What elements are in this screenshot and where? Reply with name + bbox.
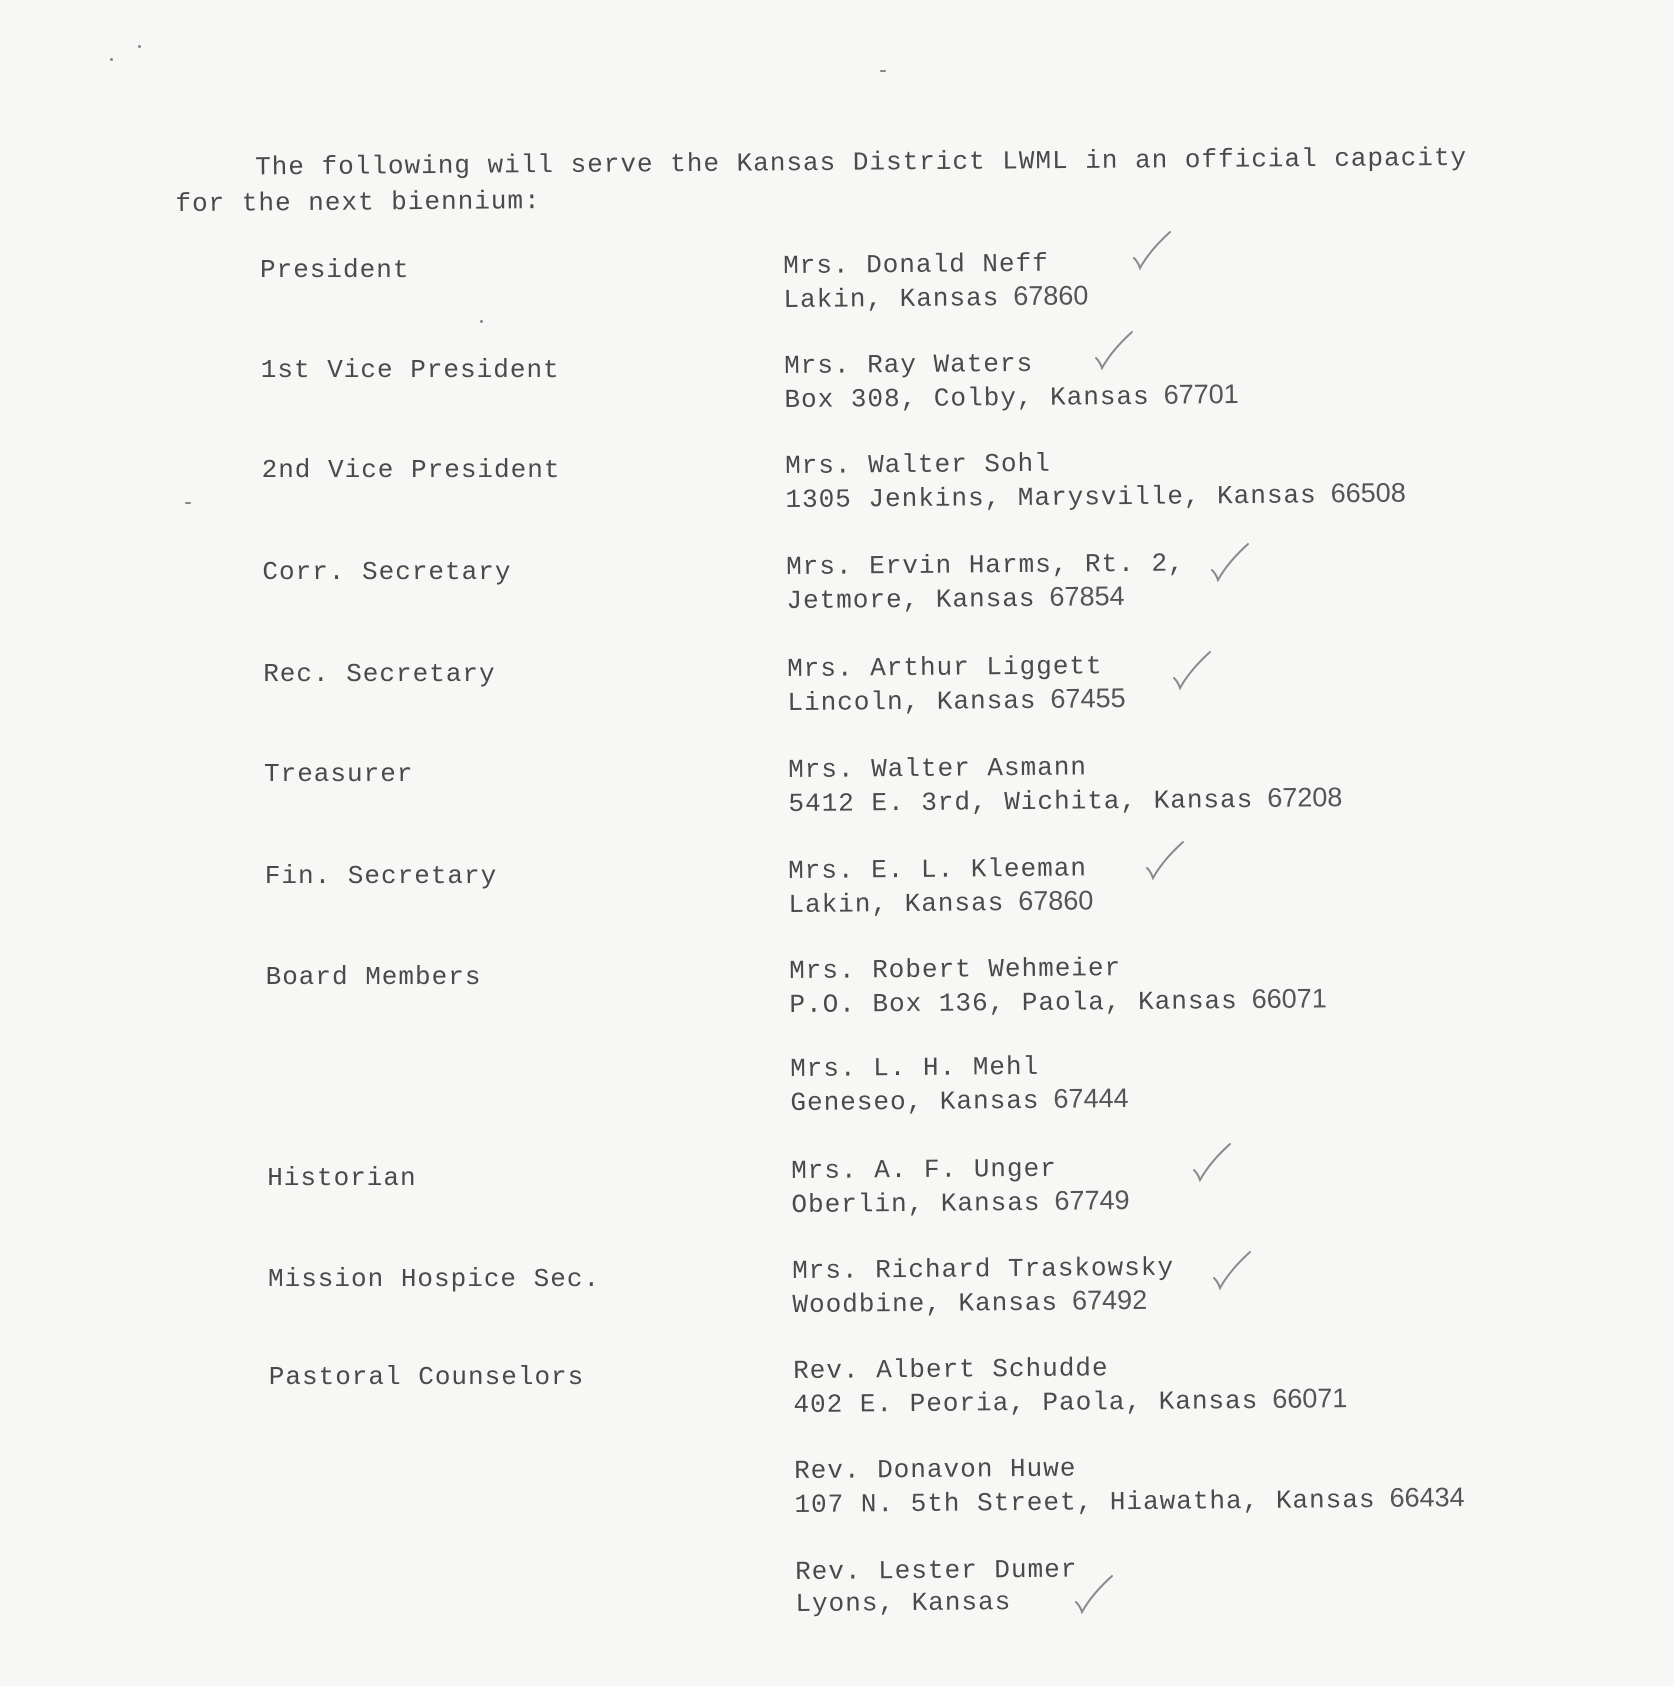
officer-entry	[791, 1152, 1130, 1221]
officer-name: Mrs. L. H. Mehl	[790, 1051, 1040, 1084]
paper-speck	[138, 45, 141, 48]
officer-role: Board Members	[265, 962, 482, 992]
officer-entry	[785, 445, 1406, 516]
officer-zip: 67749	[1054, 1185, 1130, 1216]
officer-address: Oberlin, Kansas	[791, 1187, 1041, 1220]
intro-line-2: for the next biennium:	[175, 186, 541, 219]
officer-address: 5412 E. 3rd, Wichita, Kansas	[787, 784, 1253, 819]
check-mark-icon	[1208, 540, 1252, 584]
officer-address-line	[784, 378, 1239, 416]
officer-role: President	[260, 255, 410, 285]
officer-zip: 67860	[1013, 280, 1089, 311]
officer-role: Historian	[267, 1163, 417, 1193]
officer-zip: 67854	[1049, 581, 1125, 612]
officer-name: Mrs. A. F. Unger	[791, 1153, 1057, 1186]
officer-role: Corr. Secretary	[262, 557, 512, 587]
officer-zip: 67208	[1266, 782, 1342, 813]
officer-address-line	[793, 1382, 1347, 1421]
officer-entry	[794, 1449, 1465, 1521]
officer-address: Geneseo, Kansas	[790, 1085, 1040, 1118]
officer-role: Fin. Secretary	[264, 861, 498, 891]
officer-zip: 66508	[1330, 477, 1406, 509]
officer-name: Mrs. Ray Waters	[783, 348, 1034, 381]
officer-entry	[786, 548, 1185, 617]
officer-role: Treasurer	[264, 759, 414, 789]
officer-entry	[787, 650, 1126, 719]
officer-address: Lyons, Kansas	[794, 1587, 1012, 1619]
check-mark-icon	[1092, 328, 1136, 372]
officer-address: P.O. Box 136, Paola, Kansas	[789, 986, 1239, 1020]
officer-role: Mission Hospice Sec.	[268, 1264, 601, 1294]
officer-address: Jetmore, Kansas	[785, 583, 1036, 616]
officer-name: Mrs. Donald Neff	[783, 248, 1049, 281]
officer-address-line	[795, 1586, 1078, 1620]
officer-zip: 66071	[1251, 983, 1328, 1014]
officer-address-line	[792, 1284, 1174, 1321]
officer-zip: 66434	[1389, 1482, 1465, 1513]
officer-address: Box 308, Colby, Kansas	[784, 381, 1150, 415]
officer-address-line	[790, 982, 1328, 1021]
officer-entry	[784, 346, 1239, 416]
officer-entry	[790, 1050, 1129, 1119]
officer-name: Mrs. Richard Traskowsky	[792, 1252, 1175, 1286]
officer-zip: 67860	[1018, 885, 1094, 916]
officer-entry	[793, 1350, 1348, 1421]
officer-role: Rec. Secretary	[263, 659, 496, 689]
officer-zip: 67492	[1071, 1284, 1148, 1316]
intro-line-1: The following will serve the Kansas District LWML in an official capacity	[255, 142, 1468, 183]
check-mark-icon	[1072, 1572, 1116, 1616]
check-mark-icon	[1130, 228, 1174, 272]
officer-address-line	[794, 1481, 1464, 1521]
officer-name: Mrs. Arthur Liggett	[786, 651, 1103, 684]
paper-speck	[880, 70, 886, 72]
officer-address: Lincoln, Kansas	[786, 685, 1037, 718]
officer-address-line	[791, 1184, 1129, 1221]
officer-entry	[792, 1252, 1174, 1321]
officer-address-line	[788, 781, 1342, 820]
officer-zip: 66071	[1272, 1383, 1348, 1414]
officer-name: Rev. Lester Dumer	[794, 1554, 1078, 1587]
paper-speck	[480, 320, 483, 323]
officer-name: Rev. Albert Schudde	[792, 1353, 1109, 1386]
officer-name: Mrs. Robert Wehmeier	[789, 953, 1122, 986]
paper-speck	[110, 58, 113, 61]
check-mark-icon	[1210, 1248, 1254, 1292]
officer-address: 1305 Jenkins, Marysville, Kansas	[785, 480, 1317, 515]
officer-entry	[788, 852, 1094, 921]
officer-name: Mrs. Walter Sohl	[784, 448, 1051, 481]
officer-address: Woodbine, Kansas	[792, 1287, 1059, 1320]
officer-role: Pastoral Counselors	[268, 1362, 585, 1392]
officer-zip: 67444	[1053, 1083, 1129, 1114]
officer-zip: 67701	[1163, 379, 1239, 410]
check-mark-icon	[1170, 648, 1214, 692]
officer-address: Lakin, Kansas	[783, 283, 1000, 315]
officer-zip: 67455	[1049, 683, 1126, 714]
officer-address-line	[783, 279, 1088, 316]
officer-address-line	[790, 1082, 1128, 1119]
officer-address-line	[789, 884, 1094, 921]
paper-speck	[185, 502, 191, 504]
officer-address: 107 N. 5th Street, Hiawatha, Kansas	[794, 1484, 1376, 1520]
officer-entry	[783, 247, 1089, 316]
officer-address-line	[787, 682, 1125, 719]
officer-address-line	[786, 580, 1185, 617]
officer-entry	[788, 749, 1343, 820]
officer-entry	[795, 1554, 1078, 1620]
check-mark-icon	[1143, 838, 1187, 882]
officer-role: 2nd Vice President	[261, 455, 561, 485]
officer-role: 1st Vice President	[260, 355, 560, 385]
officer-name: Mrs. Ervin Harms, Rt. 2,	[785, 548, 1185, 582]
officer-name: Mrs. E. L. Kleeman	[788, 853, 1088, 886]
officer-address: 402 E. Peoria, Paola, Kansas	[793, 1385, 1259, 1420]
officer-name: Rev. Donavon Huwe	[793, 1453, 1077, 1486]
officer-entry	[789, 950, 1327, 1021]
officer-name: Mrs. Walter Asmann	[787, 752, 1087, 785]
check-mark-icon	[1190, 1140, 1234, 1184]
officer-address: Lakin, Kansas	[788, 888, 1005, 920]
officer-address-line	[785, 477, 1406, 516]
